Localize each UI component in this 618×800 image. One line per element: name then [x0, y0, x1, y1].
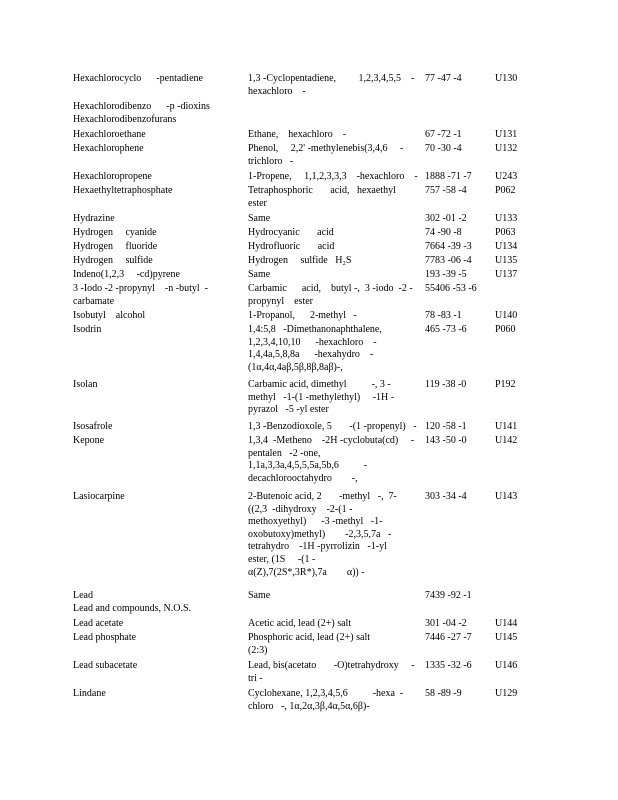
chemical-synonym: Hydrogen sulfide H₂S	[248, 255, 352, 266]
chemical-name: Hexachlorophene	[73, 143, 144, 154]
cas-number: 193 -39 -5	[425, 269, 467, 280]
cas-number: 1888 -71 -7	[425, 171, 472, 182]
chemical-synonym: Same	[248, 213, 271, 224]
chemical-synonym: Carbamic acid, butyl -, 3 -iodo -2 - propynyl ester	[248, 283, 413, 307]
chemical-synonym: Same	[248, 590, 271, 601]
waste-code: U141	[495, 421, 518, 432]
cas-number: 1335 -32 -6	[425, 660, 472, 671]
waste-code: U145	[495, 632, 518, 643]
cas-number: 301 -04 -2	[425, 618, 467, 629]
chemical-name: Hexachloroethane	[73, 129, 146, 140]
chemical-synonym: Same	[248, 269, 271, 280]
chemical-name: Hydrogen cyanide	[73, 227, 157, 238]
waste-code: U143	[495, 491, 518, 502]
cas-number: 302 -01 -2	[425, 213, 467, 224]
cas-number: 119 -38 -0	[425, 379, 467, 390]
waste-code: U133	[495, 213, 518, 224]
waste-code: U144	[495, 618, 518, 629]
chemical-synonym: Hydrofluoric acid	[248, 241, 335, 252]
cas-number: 7783 -06 -4	[425, 255, 472, 266]
chemical-synonym: 1-Propene, 1,1,2,3,3,3 -hexachloro -	[248, 171, 418, 182]
chemical-synonym: Cyclohexane, 1,2,3,4,5,6 -hexa - chloro -, 1α,2α,3β,4α,5α,6β)-	[248, 688, 404, 712]
chemical-name: Lindane	[73, 688, 106, 699]
chemical-name: Lead acetate	[73, 618, 124, 629]
chemical-name: Hydrogen fluoride	[73, 241, 158, 252]
chemical-name: Hydrazine	[73, 213, 115, 224]
cas-number: 7446 -27 -7	[425, 632, 472, 643]
cas-number: 7439 -92 -1	[425, 590, 472, 601]
chemical-name: Isodrin	[73, 324, 102, 335]
cas-number: 78 -83 -1	[425, 310, 462, 321]
chemical-name: Lead phosphate	[73, 632, 137, 643]
chemical-synonym: 1,3,4 -Metheno -2H -cyclobuta(cd) - pentalen -2 -one, 1,1a,3,3a,4,5,5,5a,5b,6 - decachlorooctahydro -,	[248, 435, 415, 484]
chemical-synonym: 1,3 -Cyclopentadiene, 1,2,3,4,5,5 - hexachloro -	[248, 73, 415, 97]
cas-number: 58 -89 -9	[425, 688, 462, 699]
chemical-synonym: Carbamic acid, dimethyl -, 3 - methyl -1-(1 -methylethyl) -1H - pyrazol -5 -yl ester	[248, 379, 395, 416]
chemical-name: Lead subacetate	[73, 660, 138, 671]
chemical-synonym: Hydrocyanic acid	[248, 227, 334, 238]
waste-code: U137	[495, 269, 518, 280]
chemical-name: Indeno(1,2,3 -cd)pyrene	[73, 269, 180, 280]
cas-number: 7664 -39 -3	[425, 241, 472, 252]
chemical-name: Hexaethyltetraphosphate	[73, 185, 173, 196]
chemical-synonym: Phenol, 2,2' -methylenebis(3,4,6 - trichloro -	[248, 143, 404, 167]
chemical-name: 3 -Iodo -2 -propynyl -n -butyl - carbamate	[73, 283, 208, 307]
chemical-name: Isolan	[73, 379, 98, 390]
cas-number: 74 -90 -8	[425, 227, 462, 238]
cas-number: 757 -58 -4	[425, 185, 467, 196]
waste-code: U135	[495, 255, 518, 266]
waste-code: U131	[495, 129, 518, 140]
cas-number: 70 -30 -4	[425, 143, 462, 154]
waste-code: P062	[495, 185, 516, 196]
chemical-synonym: 1,3 -Benzodioxole, 5 -(1 -propenyl) -	[248, 421, 417, 432]
waste-code: P063	[495, 227, 516, 238]
chemical-name: Lasiocarpine	[73, 491, 125, 502]
waste-code: U243	[495, 171, 518, 182]
waste-code: U130	[495, 73, 518, 84]
waste-code: U134	[495, 241, 518, 252]
chemical-synonym: 1-Propanol, 2-methyl -	[248, 310, 357, 321]
cas-number: 303 -34 -4	[425, 491, 467, 502]
chemical-synonym: Tetraphosphoric acid, hexaethyl ester	[248, 185, 396, 209]
waste-code: U132	[495, 143, 518, 154]
cas-number: 55406 -53 -6	[425, 283, 477, 294]
cas-number: 120 -58 -1	[425, 421, 467, 432]
cas-number: 67 -72 -1	[425, 129, 462, 140]
chemical-name: Hexachlorodibenzo -p -dioxins Hexachlorodibenzofurans	[73, 101, 210, 125]
chemical-synonym: 1,4:5,8 -Dimethanonaphthalene, 1,2,3,4,10,10 -hexachloro - 1,4,4a,5,8,8a -hexahydro - (1α,4α,4aβ,5β,8β,8aβ)-,	[248, 324, 382, 373]
chemical-name: Lead Lead and compounds, N.O.S.	[73, 590, 192, 614]
cas-number: 143 -50 -0	[425, 435, 467, 446]
chemical-synonym: Phosphoric acid, lead (2+) salt (2:3)	[248, 632, 370, 656]
chemical-name: Hexachlorocyclo -pentadiene	[73, 73, 203, 84]
chemical-synonym: Acetic acid, lead (2+) salt	[248, 618, 352, 629]
chemical-name: Isosafrole	[73, 421, 113, 432]
chemical-name: Hexachloropropene	[73, 171, 152, 182]
chemical-name: Kepone	[73, 435, 105, 446]
cas-number: 77 -47 -4	[425, 73, 462, 84]
waste-code: P060	[495, 324, 516, 335]
waste-code: U142	[495, 435, 518, 446]
chemical-name: Isobutyl alcohol	[73, 310, 146, 321]
chemical-synonym: Ethane, hexachloro -	[248, 129, 347, 140]
waste-code: P192	[495, 379, 516, 390]
chemical-synonym: 2-Butenoic acid, 2 -methyl -, 7- ((2,3 -dihydroxy -2-(1 - methoxyethyl) -3 -methyl -1- oxobutoxy)methyl) -2,3,5,7a - tetrahydro -1H -pyrrolizin -1-yl ester, (1S -(1 - α(Z),7(2S*,3R*),7a α)) -	[248, 491, 397, 578]
cas-number: 465 -73 -6	[425, 324, 467, 335]
waste-code: U129	[495, 688, 518, 699]
waste-code: U146	[495, 660, 518, 671]
chemical-synonym: Lead, bis(acetato -O)tetrahydroxy - tri -	[248, 660, 415, 684]
chemical-name: Hydrogen sulfide	[73, 255, 153, 266]
waste-code: U140	[495, 310, 518, 321]
